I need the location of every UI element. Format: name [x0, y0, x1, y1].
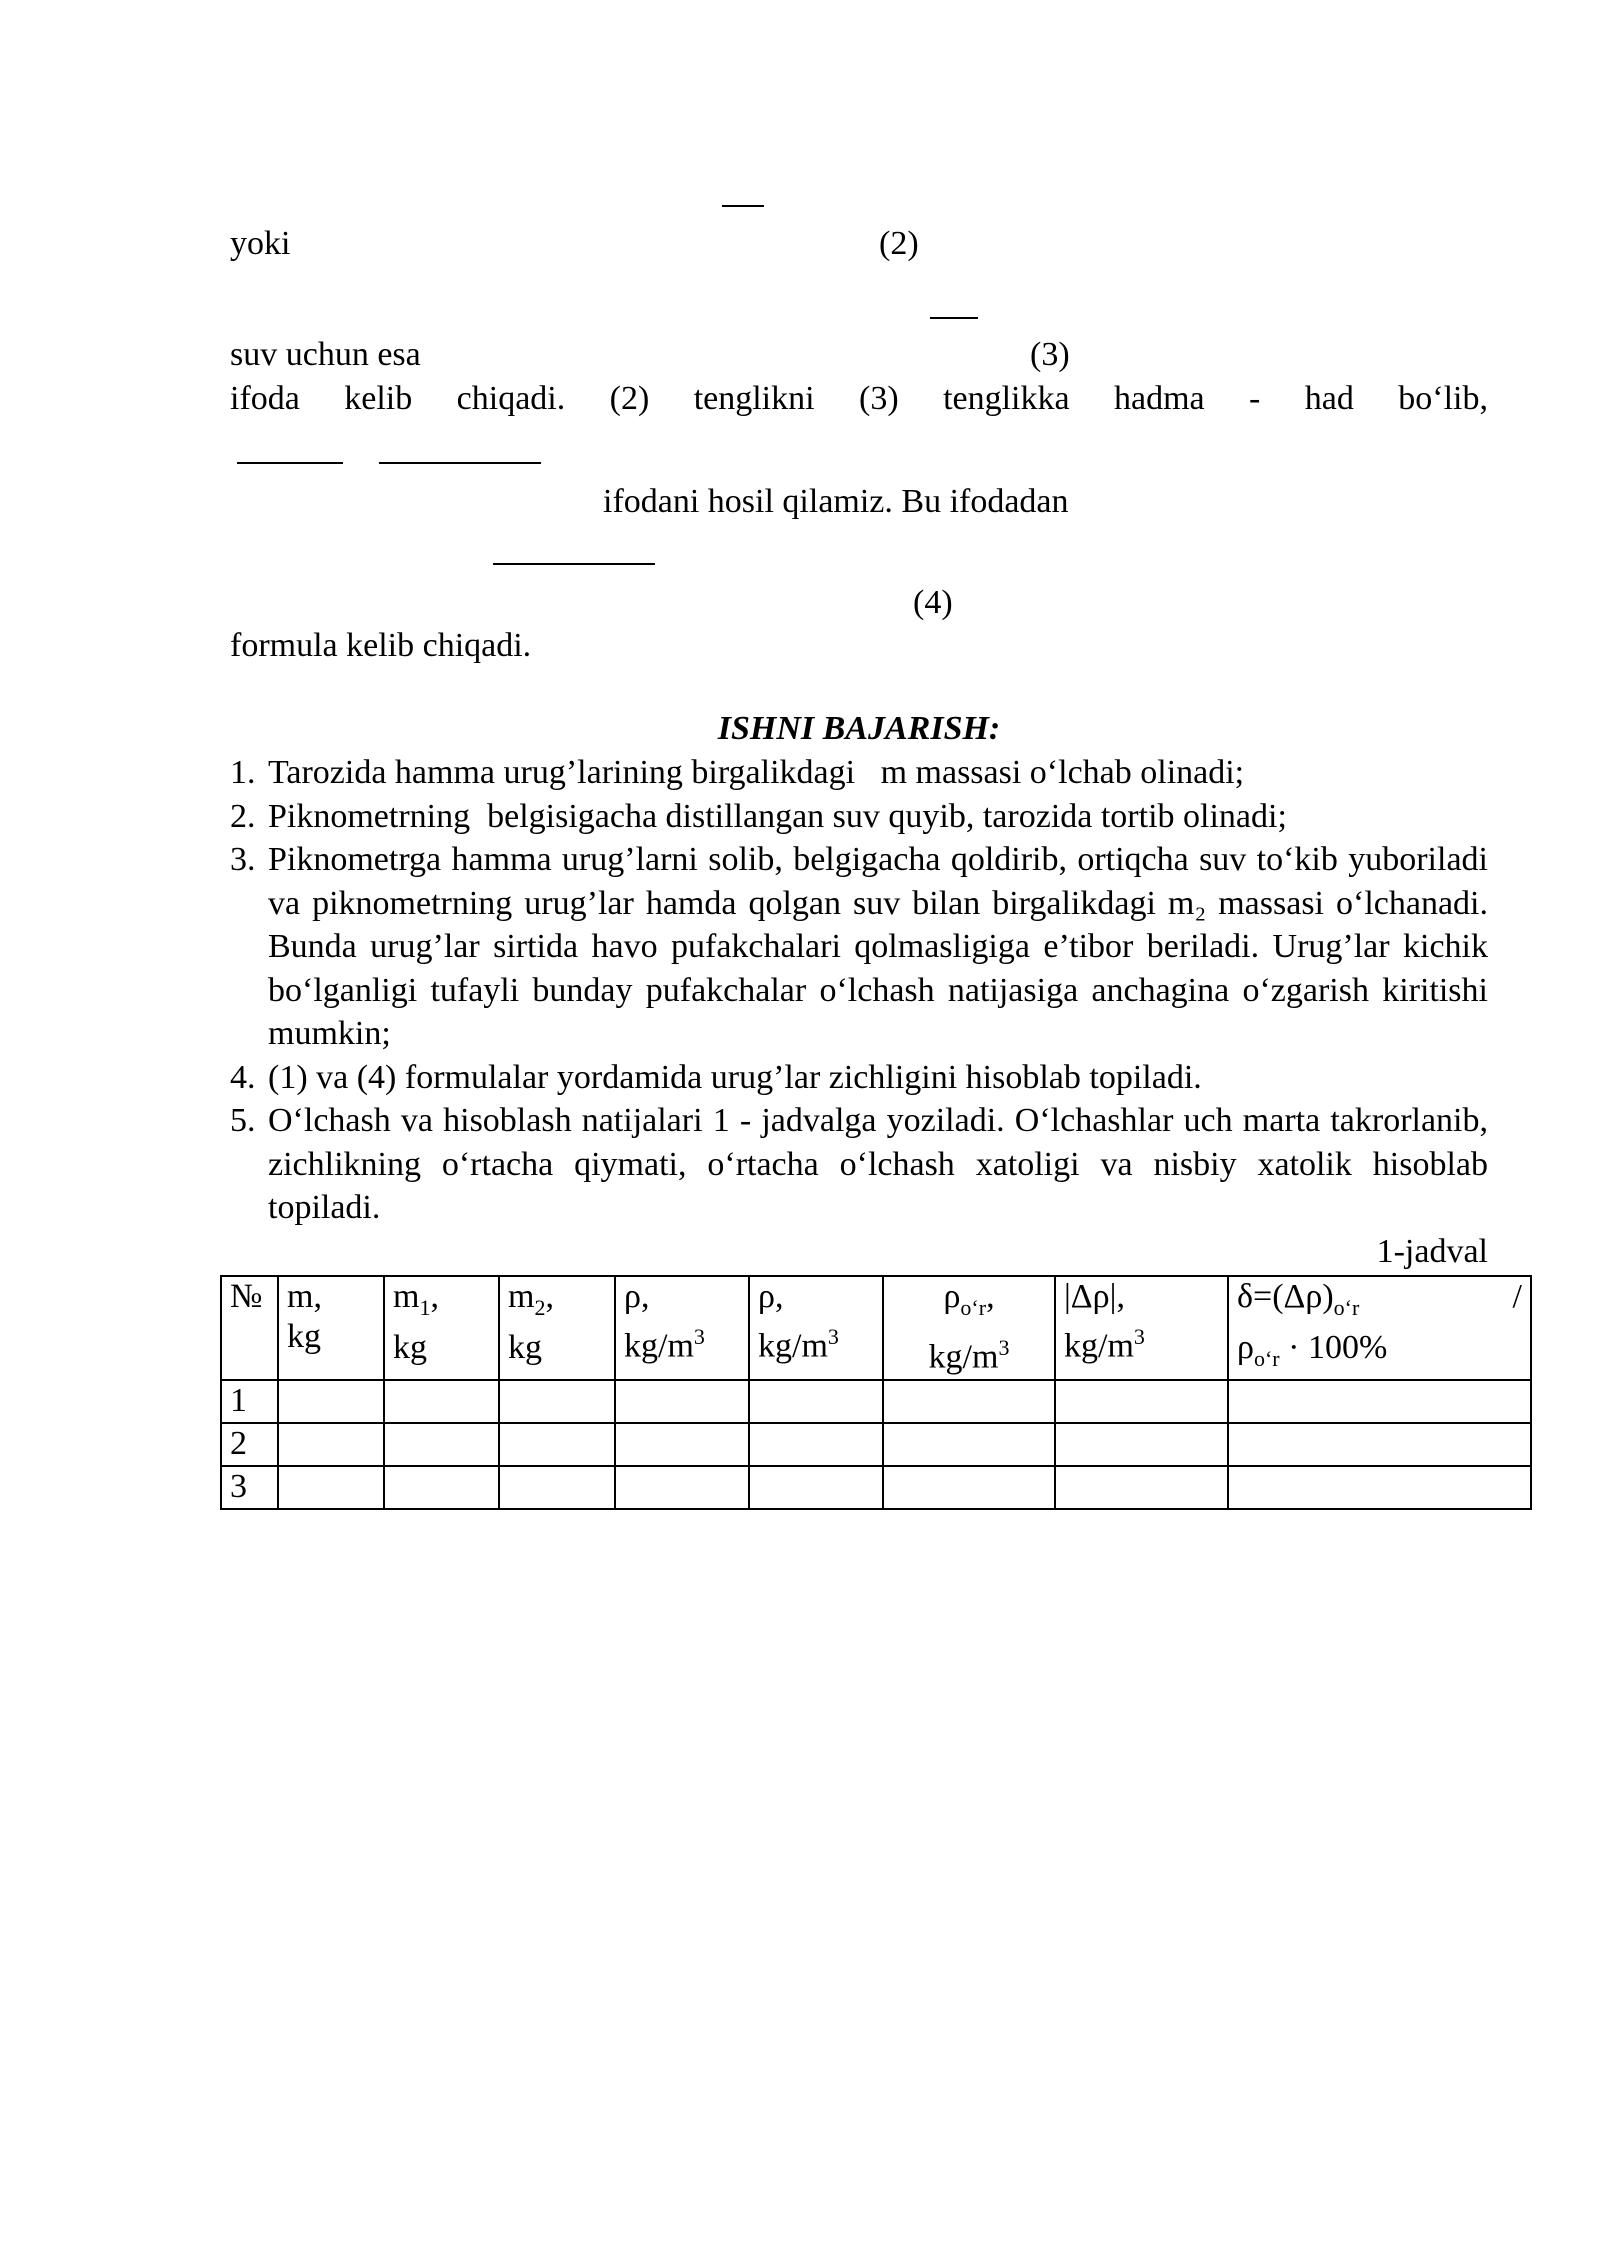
word: (2) — [609, 380, 650, 417]
equation-number-4: (4) — [913, 584, 953, 621]
word: kelib — [344, 380, 413, 417]
step-text: Piknometrga hamma urug’larni solib, belgigacha qoldirib, ortiqcha suv to‘kib yuboriladi va piknometrning urug’lar hamda qolgan suv bilan birgalikdagi m₂ massasi o‘lchanadi. Bunda urug’lar sirtida havo pufakchalari qolmasligiga e’tibor beriladi. Urug’lar kichik bo‘lganligi tufayli bunday pufakchalar o‘lchash natijasiga anchagina o‘zgarish kiritishi mumkin; — [268, 841, 1488, 1052]
table-cell — [499, 1423, 615, 1466]
table-cell — [1055, 1466, 1228, 1509]
table-cell — [749, 1423, 883, 1466]
table-row — [221, 1466, 1531, 1509]
header-m: m, kg — [278, 1276, 384, 1380]
table-cell — [883, 1380, 1055, 1423]
table-cell — [749, 1380, 883, 1423]
formula-fraction-line — [930, 317, 978, 319]
procedure-step — [230, 795, 1488, 839]
procedure-step — [230, 751, 1488, 795]
table-cell — [278, 1466, 384, 1509]
text-ifodani-hosil: ifodani hosil qilamiz. Bu ifodadan — [603, 483, 1069, 520]
step-text: Tarozida hamma urug’larining birgalikdagi m massasi o‘lchab olinadi; — [268, 754, 1245, 791]
table-cell — [384, 1466, 499, 1509]
procedure-step — [230, 1056, 1488, 1100]
word: had — [1304, 380, 1354, 417]
table-caption: 1-jadval — [1376, 1233, 1488, 1270]
table-cell — [384, 1380, 499, 1423]
equation-number-2: (2) — [879, 225, 919, 262]
formula-fraction-line — [237, 462, 343, 464]
table-row — [221, 1423, 1531, 1466]
table-cell — [1228, 1423, 1531, 1466]
text-yoki: yoki — [230, 225, 291, 262]
row-number: 2 — [221, 1423, 278, 1466]
table-cell — [1055, 1380, 1228, 1423]
header-absolute-error: |Δρ|, $kg/m^3$ — [1055, 1276, 1228, 1380]
step-number: 5. — [230, 1102, 256, 1139]
formula-fraction-line — [493, 563, 655, 565]
word: - — [1249, 380, 1261, 417]
section-heading: ISHNI BAJARISH: — [717, 710, 1001, 747]
row-number: 1 — [221, 1380, 278, 1423]
word: bo‘lib, — [1398, 380, 1488, 417]
step-text: (1) va (4) formulalar yordamida urug’lar zichligini hisoblab topiladi. — [268, 1058, 1202, 1096]
step-text: Piknometrning belgisigacha distillangan suv quyib, tarozida tortib olinadi; — [268, 797, 1287, 835]
step-text: O‘lchash va hisoblash natijalari 1 - jadvalga yoziladi. O‘lchashlar uch marta takrorlanib, zichlikning o‘rtacha qiymati, o‘rtacha o‘lchash xatoligi va nisbiy xatolik hisoblab topiladi. — [268, 1102, 1488, 1226]
equation-number-3: (3) — [1030, 336, 1070, 373]
word: (3) — [859, 380, 899, 417]
word: tenglikni — [693, 380, 815, 417]
header-rho-average: $\rho_{o‘r}$, $kg/m^3$ — [883, 1276, 1055, 1380]
table-cell — [278, 1423, 384, 1466]
procedure-step — [230, 838, 1488, 1056]
word: chiqadi. — [456, 380, 566, 417]
step-number: 4. — [230, 1058, 256, 1096]
step-number: 1. — [230, 754, 256, 791]
table-header-row — [221, 1276, 1531, 1380]
word: hadma — [1114, 380, 1205, 417]
table-cell — [1228, 1466, 1531, 1509]
procedure-step — [230, 1099, 1488, 1230]
header-rho: ρ, $kg/m^3$ — [749, 1276, 883, 1380]
table-cell — [615, 1423, 749, 1466]
table-cell — [749, 1466, 883, 1509]
text-suv-uchun-esa: suv uchun esa — [230, 336, 421, 373]
header-rho: ρ, $kg/m^3$ — [615, 1276, 749, 1380]
header-number: № — [221, 1276, 278, 1380]
text-ifoda-kelib-chiqadi — [230, 379, 1488, 419]
table-cell — [384, 1423, 499, 1466]
procedure-list — [230, 751, 1488, 1230]
word: ifoda — [230, 380, 300, 417]
row-number: 3 — [221, 1466, 278, 1509]
word: tenglikka — [943, 380, 1070, 417]
measurement-table — [220, 1275, 1532, 1510]
step-number: 3. — [230, 841, 256, 878]
table-row — [221, 1380, 1531, 1423]
table-cell — [615, 1380, 749, 1423]
table-cell — [1055, 1423, 1228, 1466]
header-m2: $m_2$, kg — [499, 1276, 615, 1380]
table-cell — [1228, 1380, 1531, 1423]
formula-fraction-line — [722, 205, 764, 207]
table-cell — [499, 1380, 615, 1423]
table-cell — [499, 1466, 615, 1509]
table-cell — [883, 1466, 1055, 1509]
header-relative-error: $\delta=(\Delta\rho)_{o‘r}$ / $\rho_{o‘r} \cdot 100\%$ — [1228, 1276, 1531, 1380]
table-cell — [883, 1423, 1055, 1466]
header-m1: $m_1$, kg — [384, 1276, 499, 1380]
formula-fraction-line — [379, 462, 541, 464]
text-formula-kelib: formula kelib chiqadi. — [230, 627, 532, 664]
table-cell — [278, 1380, 384, 1423]
table-cell — [615, 1466, 749, 1509]
step-number: 2. — [230, 797, 256, 835]
